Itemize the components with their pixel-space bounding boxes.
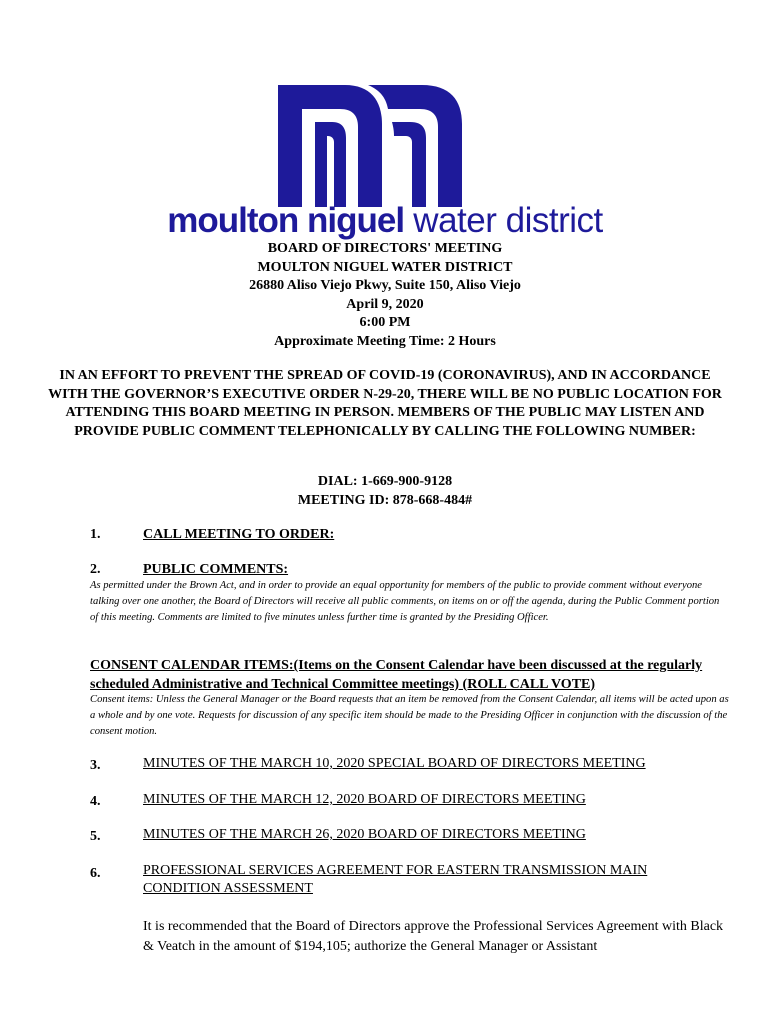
logo-name-light: water district <box>413 201 603 240</box>
item6-recommendation: It is recommended that the Board of Directors approve the Professional Services Agreement with Black & Veatch in the amount of $194,105; authorize the General Manager or Assistant <box>143 919 724 954</box>
item-number: 6. <box>90 866 101 881</box>
header-line-date: April 9, 2020 <box>346 296 424 312</box>
district-logo-mark <box>270 82 470 212</box>
item-public-comments: PUBLIC COMMENTS: <box>143 562 289 577</box>
item-minutes-march-26: MINUTES OF THE MARCH 26, 2020 BOARD OF DIRECTORS MEETING <box>143 827 586 842</box>
header-line-time: 6:00 PM <box>359 315 411 331</box>
header-line-address: 26880 Aliso Viejo Pkwy, Suite 150, Aliso Viejo <box>249 278 521 294</box>
header-line-district: MOULTON NIGUEL WATER DISTRICT <box>257 259 513 275</box>
meeting-header <box>0 240 770 352</box>
item-number: 5. <box>90 829 101 844</box>
header-line-title: BOARD OF DIRECTORS' MEETING <box>267 241 503 256</box>
item-number: 3. <box>90 758 101 773</box>
item-call-to-order: CALL MEETING TO ORDER: <box>143 527 335 542</box>
public-comment-note: As permitted under the Brown Act, and in order to provide an equal opportunity for members of the public to provide comment without everyone talking over one another, the Board of Directors will receive all public comments, on items on or off the agenda, during the Public Comment portion of this meeting. Comments are limited to five minutes unless further time is granted by the Presiding Officer. <box>90 580 720 623</box>
consent-calendar-heading: CONSENT CALENDAR ITEMS:(Items on the Consent Calendar have been discussed at the regularly scheduled Administrative and Technical Committee meetings) (ROLL CALL VOTE) <box>90 658 703 692</box>
item-minutes-march-12: MINUTES OF THE MARCH 12, 2020 BOARD OF DIRECTORS MEETING <box>143 792 586 807</box>
item-number: 4. <box>90 794 101 809</box>
covid-notice: IN AN EFFORT TO PREVENT THE SPREAD OF COVID-19 (CORONAVIRUS), AND IN ACCORDANCE WITH THE GOVERNOR’S EXECUTIVE ORDER N-29-20, THERE WILL BE NO PUBLIC LOCATION FOR ATTENDING THIS BOARD MEETING IN PERSON. MEMBERS OF THE PUBLIC MAY LISTEN AND PROVIDE PUBLIC COMMENT TELEPHONICALLY BY CALLING THE FOLLOWING NUMBER: <box>48 368 722 439</box>
item-number: 1. <box>90 527 101 542</box>
consent-calendar-note: Consent items: Unless the General Manager or the Board requests that an item be removed from the Consent Calendar, all items will be acted upon as a whole and by one vote. Requests for discussion of any specific item should be made to the Presiding Officer in conjunction with the discussion of the consent motion. <box>90 694 729 737</box>
item-psa-title-line1: PROFESSIONAL SERVICES AGREEMENT FOR EASTERN TRANSMISSION MAIN <box>143 863 648 878</box>
logo-name-bold: moulton niguel <box>167 201 405 240</box>
item-minutes-march-10: MINUTES OF THE MARCH 10, 2020 SPECIAL BOARD OF DIRECTORS MEETING <box>143 756 646 771</box>
district-logo-wordmark <box>0 199 770 243</box>
header-line-duration: Approximate Meeting Time: 2 Hours <box>274 333 496 349</box>
dial-meeting-id: MEETING ID: 878-668-484# <box>297 492 473 508</box>
item-psa-title-line2: CONDITION ASSESSMENT <box>143 881 313 896</box>
item-number: 2. <box>90 562 101 577</box>
dial-in-info <box>0 473 770 510</box>
dial-phone: DIAL: 1-669-900-9128 <box>317 474 453 489</box>
